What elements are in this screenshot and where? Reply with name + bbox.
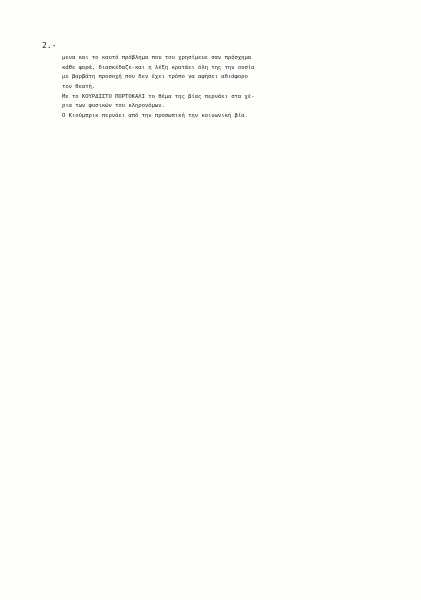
body-text [62, 54, 378, 122]
text-line: Με το ΚΟΥΡΔΙΣΤΟ ΠΟΡΤΟΚΑΛΙ το θέμα της βίας περνάει στα χέ- [62, 93, 255, 100]
text-line: με βαρβάτη προσοχή που δεν έχει τρόπο να αφήσει αδιάφορο [62, 74, 248, 81]
text-line: τον θεατή. [62, 83, 96, 90]
text-line: Ο Κιούμπρικ περνάει από την προσωπική την κοινωνική βία. [62, 112, 248, 119]
text-line: κάθε φορά, διασκέδαζε-και η λέξη κρατάει όλη της την ουσία [62, 64, 255, 71]
text-line: μενα και το καυτό πρόβλημα που του χρησίμευε σαν πρόσχημα [62, 55, 252, 61]
page-number: 2.- [42, 41, 57, 50]
text-line: ρια των φυσικών του κληρονόμων. [62, 103, 165, 110]
